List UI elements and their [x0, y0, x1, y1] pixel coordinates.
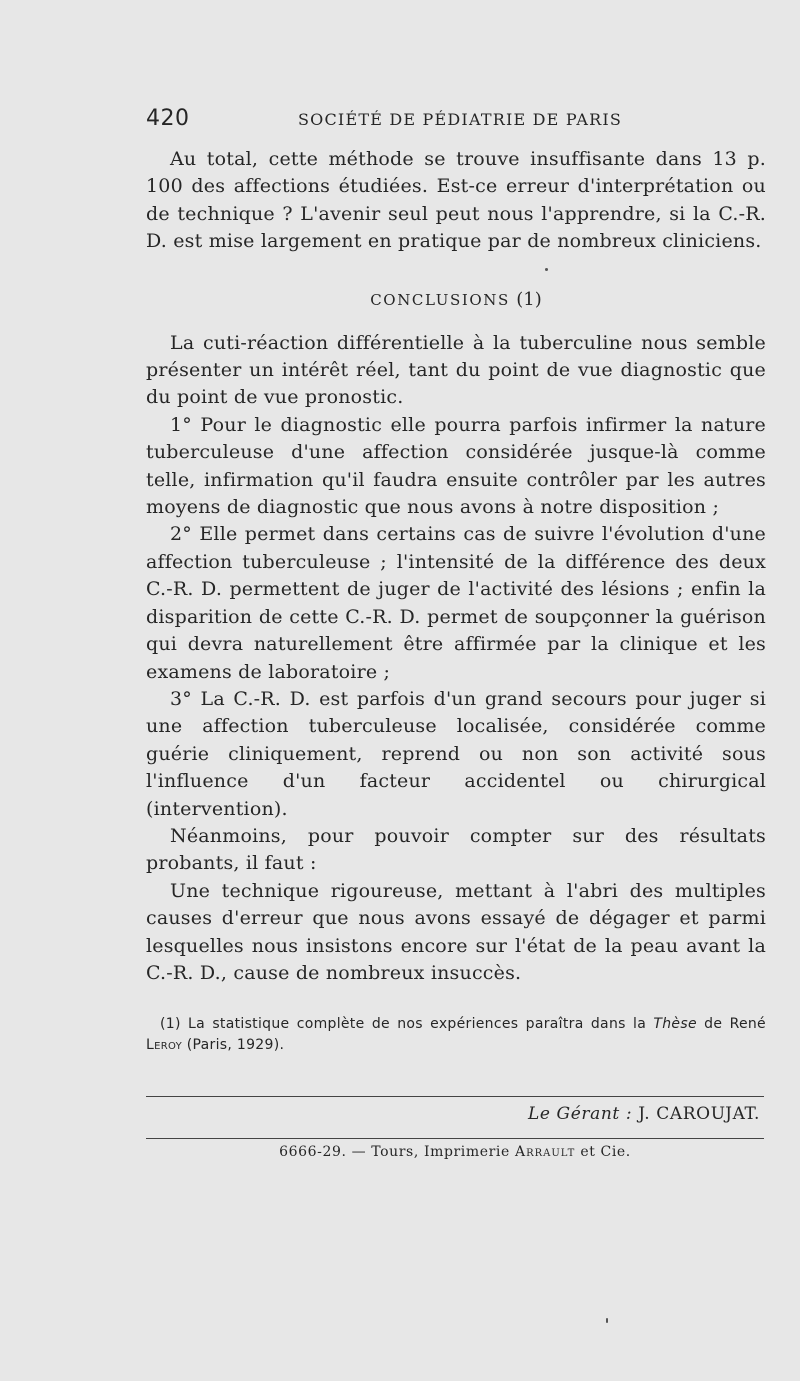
footnote-marker: (1)	[160, 1016, 181, 1032]
paragraph-point-2: 2° Elle permet dans certains cas de suivre l'évolution d'une affection tuberculeuse ; l'intensité de la différence des deux C.-R. D. permettent de juger de l'activité des lésions ; enfin la disparition de cette C.-R. D. permet de soupçonner la guérison qui devra naturellement être affirmée par la clinique et les examens de laboratoire ;	[146, 523, 766, 683]
footnote-text-after: (Paris, 1929).	[186, 1037, 285, 1053]
body-text	[146, 146, 766, 987]
divider-top	[146, 1096, 764, 1097]
footnote-text-mid: de René	[704, 1016, 766, 1032]
divider-bottom	[146, 1138, 764, 1139]
footnote-thesis: Thèse	[653, 1016, 697, 1032]
signature-name: J. CAROUJAT.	[638, 1104, 760, 1124]
page-number: 420	[146, 106, 190, 131]
running-head: SOCIÉTÉ DE PÉDIATRIE DE PARIS	[298, 110, 623, 129]
imprint-line	[146, 1144, 764, 1160]
footnote-author: Leroy	[146, 1037, 182, 1053]
paragraph-technique: Une technique rigoureuse, mettant à l'abri des multiples causes d'erreur que nous avons essayé de dégager et parmi lesquelles nous insistons encore sur l'état de la peau avant la C.-R. D., cause de nombreux insuccès.	[146, 879, 766, 984]
paragraph-intro: La cuti-réaction différentielle à la tuberculine nous semble présenter un intérêt réel, tant du point de vue diagnostic que du point de vue pronostic.	[146, 331, 766, 409]
paragraph-point-3: 3° La C.-R. D. est parfois d'un grand secours pour juger si une affection tuberculeuse localisée, considérée comme guérie cliniquement, reprend ou non son activité sous l'influence d'un facteur accidentel ou chirurgical (intervention).	[146, 687, 766, 820]
section-heading	[146, 286, 766, 312]
footnote-reference: (1)	[516, 288, 542, 310]
signature-line	[146, 1104, 760, 1124]
signature-label: Le Gérant :	[528, 1104, 633, 1124]
footnote-text-before: La statistique complète de nos expériences paraîtra dans la	[188, 1016, 647, 1032]
section-heading-text: CONCLUSIONS	[370, 290, 510, 309]
ink-speck	[545, 268, 548, 271]
imprint-suffix: et Cie.	[580, 1144, 631, 1160]
imprint-number: 6666-29. — Tours, Imprimerie	[279, 1144, 510, 1160]
paragraph-total: Au total, cette méthode se trouve insuffisante dans 13 p. 100 des affections étudiées. Est-ce erreur d'interprétation ou de technique ? L'avenir seul peut nous l'apprendre, si la C.-R. D. est mise largement en pratique par de nombreux cliniciens.	[146, 148, 766, 253]
ink-speck	[606, 1318, 608, 1323]
imprint-printer: Arrault	[514, 1144, 576, 1160]
paragraph-point-1: 1° Pour le diagnostic elle pourra parfois infirmer la nature tuberculeuse d'une affection considérée jusque-là comme telle, infirmation qu'il faudra ensuite contrôler par les autres moyens de diagnostic que nous avons à notre disposition ;	[146, 413, 766, 519]
page-header	[146, 106, 764, 140]
footnote	[146, 1014, 766, 1056]
paragraph-neanmoins: Néanmoins, pour pouvoir compter sur des résultats probants, il faut :	[146, 824, 766, 875]
